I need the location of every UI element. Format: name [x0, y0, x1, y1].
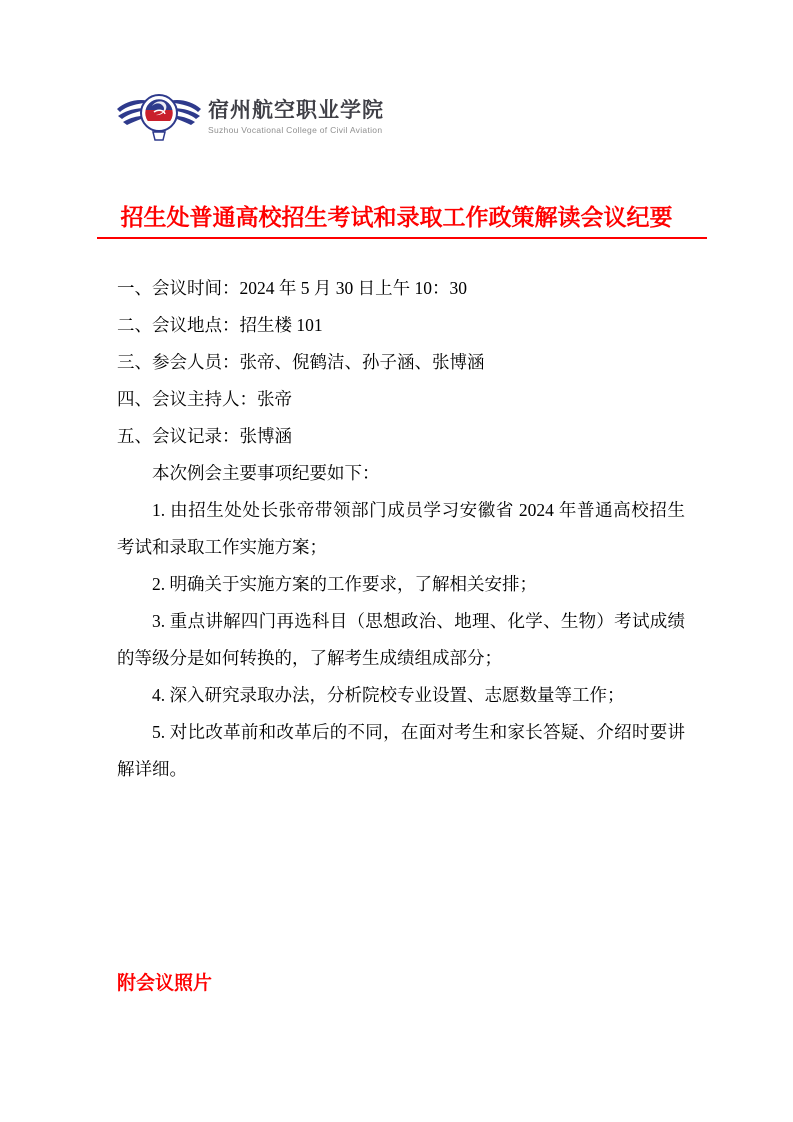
school-logo — [116, 92, 384, 142]
photo-attachment-note: 附会议照片 — [117, 973, 213, 994]
document-body — [117, 270, 685, 788]
document-title: 招生处普通高校招生考试和录取工作政策解读会议纪要 — [120, 205, 673, 230]
meeting-recorder-line: 五、会议记录：张博涵 — [117, 426, 292, 446]
intro-line: 本次例会主要事项纪要如下： — [152, 463, 380, 483]
school-name-en: Suzhou Vocational College of Civil Aviation — [208, 125, 383, 135]
school-name-cn: 宿州航空职业学院 — [208, 99, 384, 122]
minutes-item-5: 5. 对比改革前和改革后的不同，在面对考生和家长答疑、介绍时要讲解详细。 — [117, 722, 685, 779]
meeting-place-line: 二、会议地点：招生楼 101 — [117, 315, 323, 335]
minutes-item-1: 1. 由招生处处长张帝带领部门成员学习安徽省 2024 年普通高校招生考试和录取工作实施方案； — [117, 500, 685, 557]
meeting-attendees-line: 三、参会人员：张帝、倪鹤洁、孙子涵、张博涵 — [117, 352, 485, 372]
meeting-host-line: 四、会议主持人：张帝 — [117, 389, 292, 409]
minutes-item-4: 4. 深入研究录取办法，分析院校专业设置、志愿数量等工作； — [152, 685, 625, 705]
aviation-wings-emblem-icon — [116, 92, 202, 142]
school-name-block — [208, 99, 384, 135]
minutes-item-2: 2. 明确关于实施方案的工作要求，了解相关安排； — [152, 574, 537, 594]
minutes-item-3: 3. 重点讲解四门再选科目（思想政治、地理、化学、生物）考试成绩的等级分是如何转换的，了解考生成绩组成部分； — [117, 611, 685, 668]
title-underline-rule — [97, 237, 707, 239]
meeting-time-line: 一、会议时间：2024 年 5 月 30 日上午 10：30 — [117, 278, 467, 298]
